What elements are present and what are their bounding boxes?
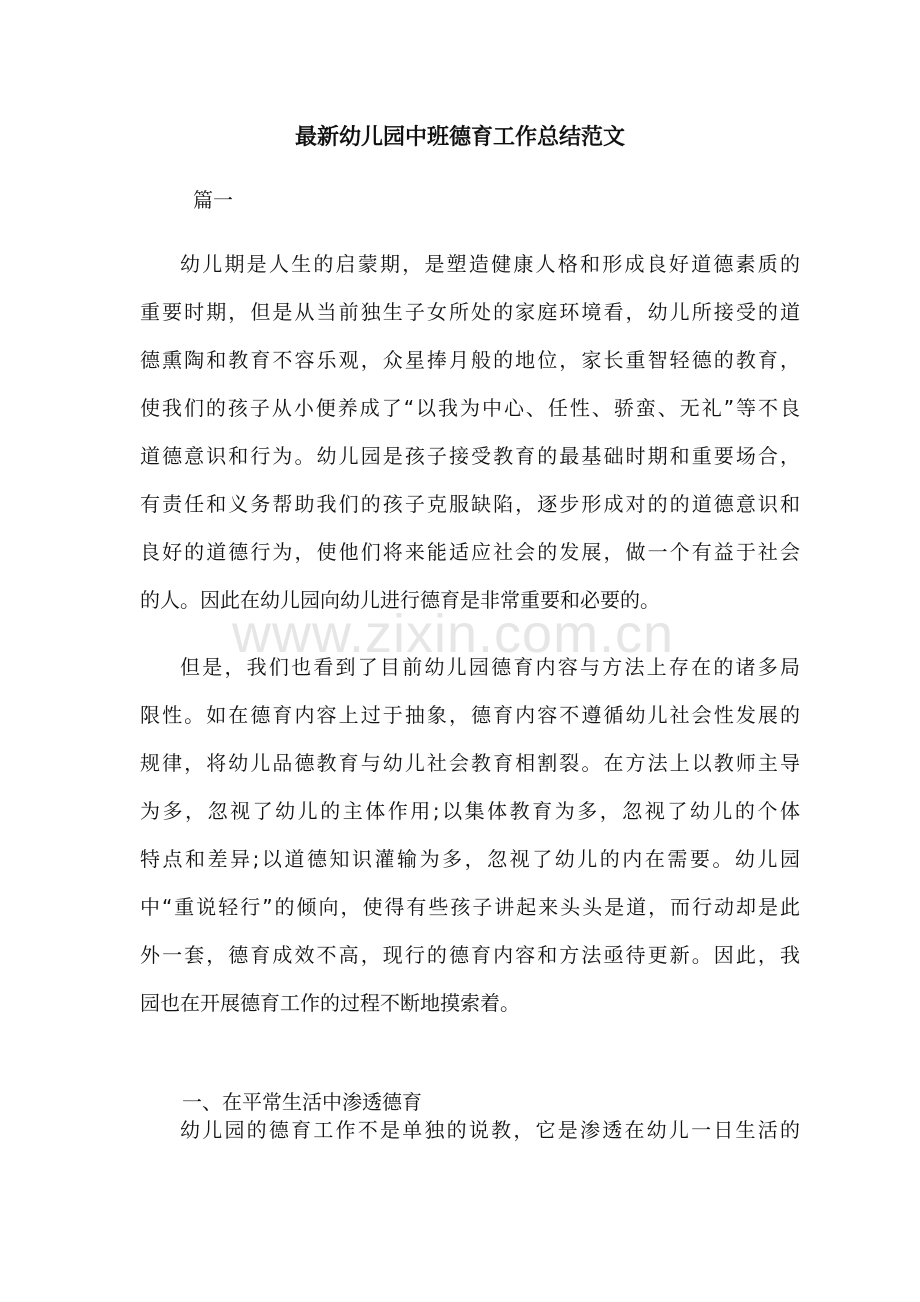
paragraph-line: 规律，将幼儿品德教育与幼儿社会教育相割裂。在方法上以教师主导 xyxy=(140,751,800,775)
watermark: www.zixin.com.cn xyxy=(232,604,675,664)
paragraph-line: 有责任和义务帮助我们的孩子克服缺陷，逐步形成对的的道德意识和 xyxy=(140,492,800,516)
paragraph-line: 重要时期，但是从当前独生子女所处的家庭环境看，幼儿所接受的道 xyxy=(140,300,800,324)
paragraph-line: 外一套，德育成效不高，现行的德育内容和方法亟待更新。因此，我 xyxy=(140,943,800,967)
paragraph-line: 良好的道德行为，使他们将来能适应社会的发展，做一个有益于社会 xyxy=(140,540,800,564)
paragraph-line: 使我们的孩子从小便养成了“以我为中心、任性、骄蛮、无礼”等不良 xyxy=(140,396,800,420)
subheading: 一、在平常生活中渗透德育 xyxy=(182,1090,422,1114)
paragraph-line: 的人。因此在幼儿园向幼儿进行德育是非常重要和必要的。 xyxy=(140,588,660,612)
paragraph-line: 限性。如在德育内容上过于抽象，德育内容不遵循幼儿社会性发展的 xyxy=(140,703,800,727)
paragraph-3 xyxy=(140,1106,800,1154)
paragraph-line: 为多，忽视了幼儿的主体作用;以集体教育为多，忽视了幼儿的个体 xyxy=(140,799,800,823)
paragraph-line: 但是，我们也看到了目前幼儿园德育内容与方法上存在的诸多局 xyxy=(180,655,800,679)
paragraph-line: 园也在开展德育工作的过程不断地摸索着。 xyxy=(140,991,520,1015)
paragraph-line: 幼儿期是人生的启蒙期，是塑造健康人格和形成良好道德素质的 xyxy=(180,252,800,276)
paragraph-line: 特点和差异;以道德知识灌输为多，忽视了幼儿的内在需要。幼儿园 xyxy=(140,847,800,871)
paragraph-line: 道德意识和行为。幼儿园是孩子接受教育的最基础时期和重要场合， xyxy=(140,444,800,468)
paragraph-2 xyxy=(140,643,800,1027)
section-label: 篇一 xyxy=(193,188,233,212)
paragraph-line: 中“重说轻行”的倾向，使得有些孩子讲起来头头是道，而行动却是此 xyxy=(140,895,800,919)
paragraph-line: 幼儿园的德育工作不是单独的说教，它是渗透在幼儿一日生活的 xyxy=(180,1118,800,1142)
paragraph-1 xyxy=(140,240,800,624)
document-title: 最新幼儿园中班德育工作总结范文 xyxy=(294,125,625,150)
paragraph-line: 德熏陶和教育不容乐观，众星捧月般的地位，家长重智轻德的教育， xyxy=(140,348,800,372)
